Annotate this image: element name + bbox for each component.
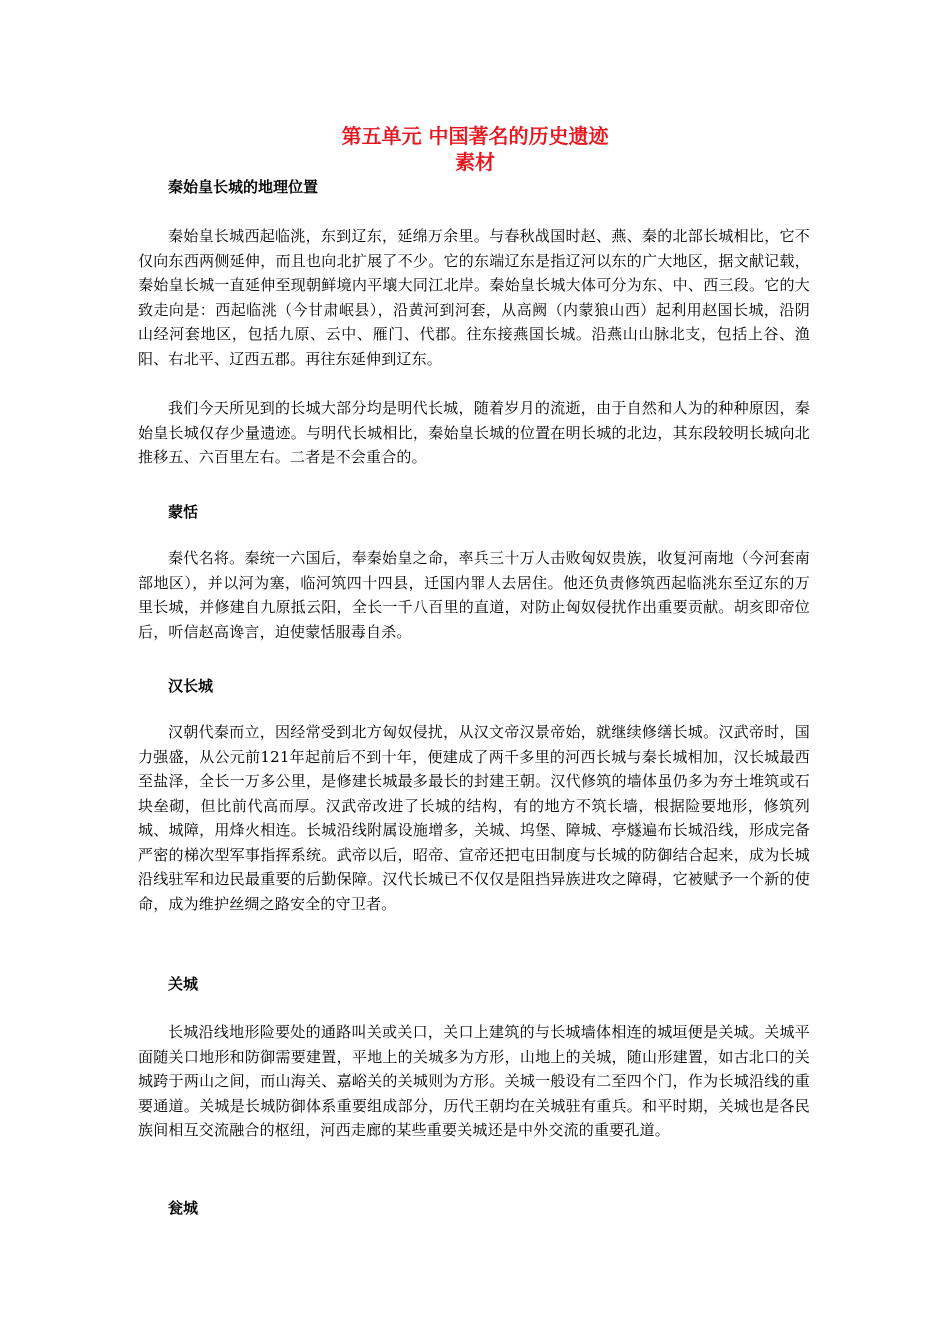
section-heading-barbican: 瓮城 [168,1199,199,1217]
document-title: 第五单元 中国著名的历史遗迹 [341,124,609,148]
paragraph-han-great-wall: 汉朝代秦而立，因经常受到北方匈奴侵扰，从汉文帝汉景帝始，就继续修缮长城。汉武帝时，国力强盛，从公元前121年起前后不到十年，便建成了两千多里的河西长城与秦长城相加，汉长城最西至盐泽，全长一万多公里，是修建长城最多最长的封建王朝。汉代修筑的墙体虽仍多为夯土堆筑或石块垒砌，但比前代高而厚。汉武帝改进了长城的结构，有的地方不筑长墙，根据险要地形，修筑列城、城障，用烽火相连。长城沿线附属设施增多，关城、坞堡、障城、亭燧遍布长城沿线，形成完备严密的梯次型军事指挥系统。武帝以后，昭帝、宣帝还把屯田制度与长城的防御结合起来，成为长城沿线驻军和边民最重要的后勤保障。汉代长城已不仅仅是阻挡异族进攻之障碍，它被赋予一个新的使命，成为维护丝绸之路安全的守卫者。 [138,723,810,913]
section-heading-qin-great-wall-location: 秦始皇长城的地理位置 [168,178,319,196]
paragraph-pass-fortress: 长城沿线地形险要处的通路叫关或关口，关口上建筑的与长城墙体相连的城垣便是关城。关城平面随关口地形和防御需要建置，平地上的关城多为方形，山地上的关城，随山形建置，如古北口的关城跨于两山之间，而山海关、嘉峪关的关城则为方形。关城一般设有二至四个门，作为长城沿线的重要通道。关城是长城防御体系重要组成部分，历代王朝均在关城驻有重兵。和平时期，关城也是各民族间相互交流融合的枢纽，河西走廊的某些重要关城还是中外交流的重要孔道。 [138,1023,810,1139]
paragraph-meng-tian: 秦代名将。秦统一六国后，奉秦始皇之命，率兵三十万人击败匈奴贵族，收复河南地（今河套南部地区），并以河为塞，临河筑四十四县，迁国内罪人去居住。他还负责修筑西起临洮东至辽东的万里长城，并修建自九原抵云阳，全长一千八百里的直道，对防止匈奴侵扰作出重要贡献。胡亥即帝位后，听信赵高谗言，迫使蒙恬服毒自杀。 [138,549,810,641]
section-heading-han-great-wall: 汉长城 [168,677,214,695]
document-subtitle: 素材 [455,150,495,174]
paragraph-qin-great-wall-route: 秦始皇长城西起临洮，东到辽东，延绵万余里。与春秋战国时赵、燕、秦的北部长城相比，它不仅向东西两侧延伸，而且也向北扩展了不少。它的东端辽东是指辽河以东的广大地区，据文献记载，秦始皇长城一直延伸至现朝鲜境内平壤大同江北岸。秦始皇长城大体可分为东、中、西三段。它的大致走向是：西起临洮（今甘肃岷县），沿黄河到河套，从高阙（内蒙狼山西）起利用赵国长城，沿阴山经河套地区，包括九原、云中、雁门、代郡。往东接燕国长城。沿燕山山脉北支，包括上谷、渔阳、右北平、辽西五郡。再往东延伸到辽东。 [138,227,810,368]
paragraph-qin-vs-ming-wall: 我们今天所见到的长城大部分均是明代长城，随着岁月的流逝，由于自然和人为的种种原因，秦始皇长城仅存少量遗迹。与明代长城相比，秦始皇长城的位置在明长城的北边，其东段较明长城向北推移五、六百里左右。二者是不会重合的。 [138,399,810,466]
section-heading-meng-tian: 蒙恬 [168,503,199,521]
section-heading-pass-fortress: 关城 [168,975,199,993]
